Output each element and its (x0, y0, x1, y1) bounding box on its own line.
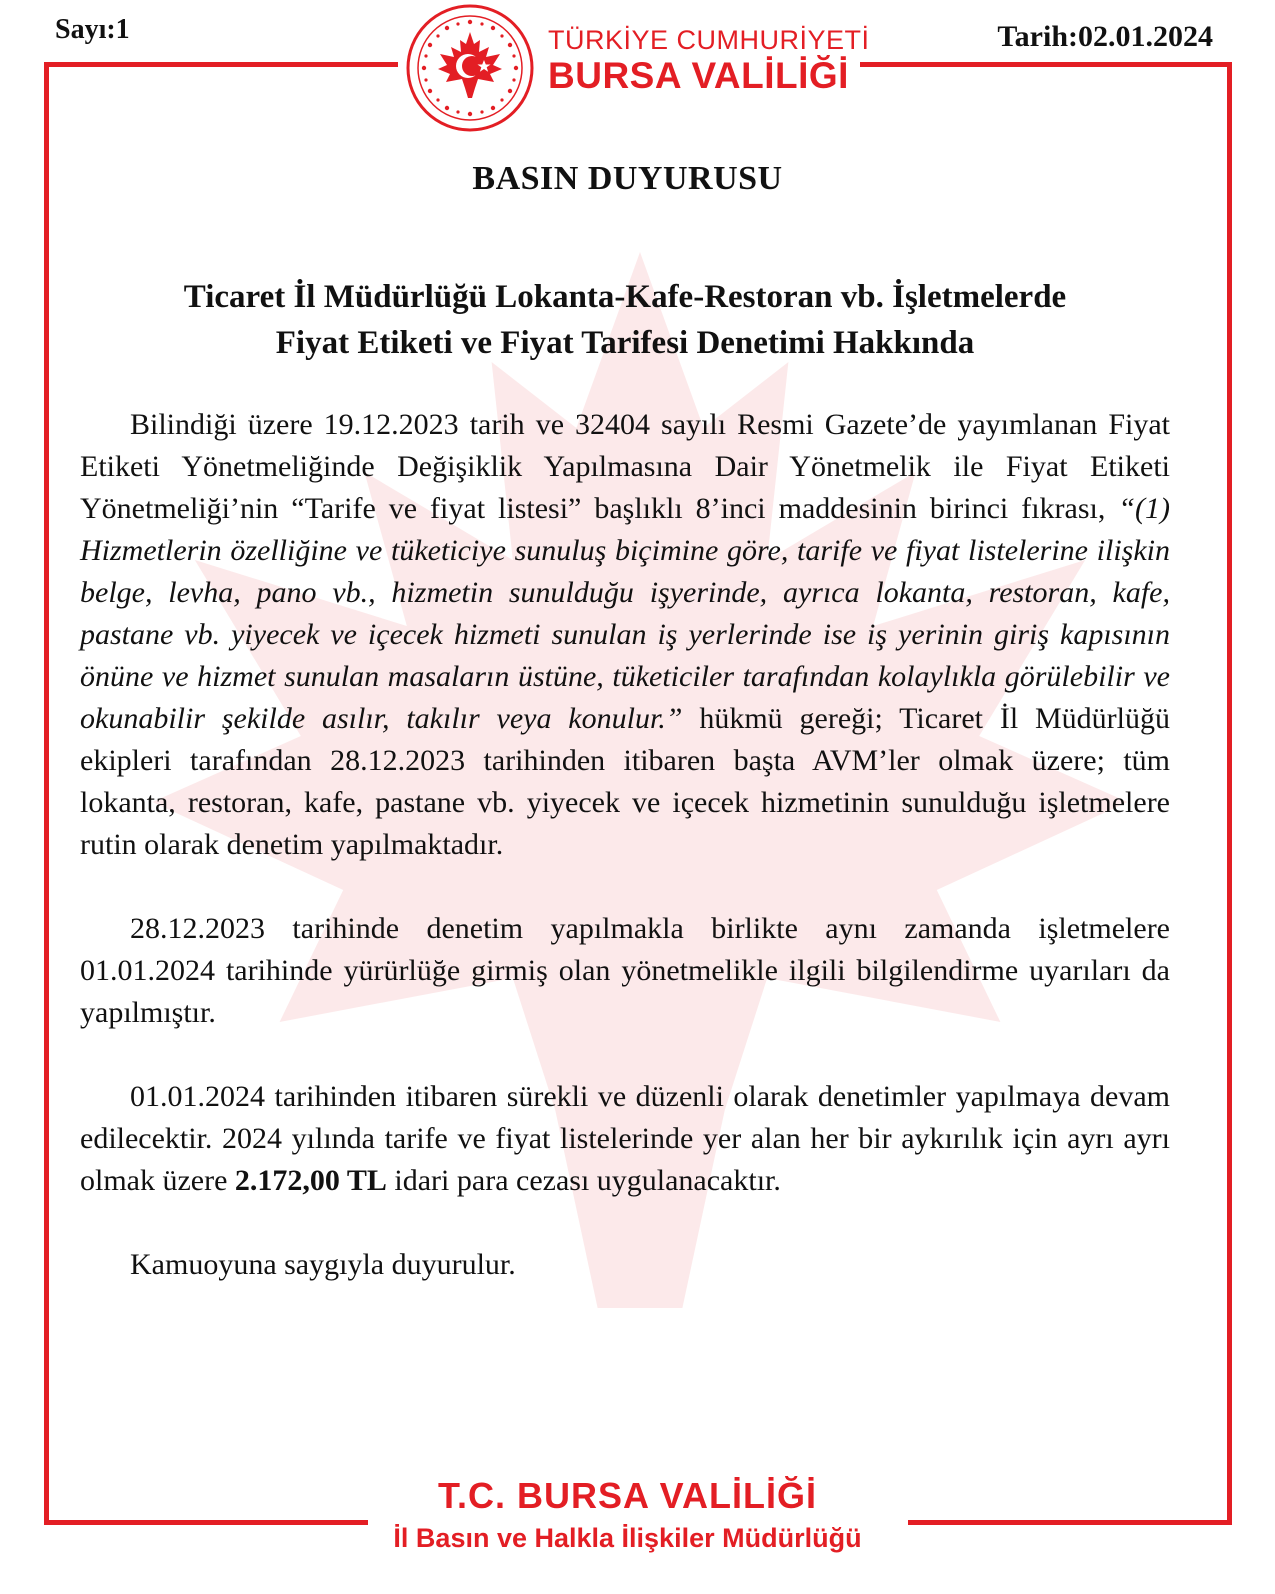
turkish-governorship-emblem-icon (404, 2, 536, 134)
paragraph-2: 28.12.2023 tarihinde denetim yapılmakla birlikte aynı zamanda işletmelere 01.01.2024 tarihinde yürürlüğe girmiş olan yönetmelikle ilgili bilgilendirme uyarıları da yapılmıştır. (80, 912, 1170, 1029)
subject-line-1: Ticaret İl Müdürlüğü Lokanta-Kafe-Restoran vb. İşletmelerde (183, 279, 1067, 315)
subject-line-2: Fiyat Etiketi ve Fiyat Tarifesi Denetimi Hakkında (275, 325, 975, 361)
footer-line-2: İl Basın ve Halkla İlişkiler Müdürlüğü (393, 1523, 862, 1553)
institution-line-1: TÜRKİYE CUMHURİYETİ (548, 25, 870, 55)
document-number: Sayı:1 (55, 14, 130, 45)
footer (0, 1474, 1255, 1556)
regulation-quote: “(1) Hizmetlerin özelliğine ve tüketiciye sunuluş biçimine göre, tarife ve fiyat listelerine ilişkin belge, levha, pano vb., hizmetin sunulduğu işyerinde, ayrıca lokanta, restoran, kafe, pastane vb. yiyecek ve içecek hizmeti sunulan iş yerlerinde ise iş yerinin giriş kapısının önüne ve hizmet sunulan masaların üstüne, tüketiciler tarafından kolaylıkla görülebilir ve okunabilir şekilde asılır, takılır veya konulur.” (80, 492, 1170, 735)
paragraph-3-before: 01.01.2024 tarihinden itibaren sürekli ve düzenli olarak denetimler yapılmaya devam edilecektir. 2024 yılında tarife ve fiyat listelerinde yer alan her bir aykırılık için ayrı ayrı olmak üzere (80, 1080, 1170, 1197)
closing-line: Kamuoyuna saygıyla duyurulur. (130, 1248, 516, 1281)
institution-name (548, 24, 870, 96)
institution-line-2: BURSA VALİLİĞİ (548, 55, 849, 96)
fine-amount: 2.172,00 TL (234, 1164, 387, 1197)
paragraph-3 (80, 1076, 1170, 1202)
paragraph-1-rest: hükmü gereği; Ticaret İl Müdürlüğü ekipleri tarafından 28.12.2023 tarihinden itibaren başta AVM’ler olmak üzere; tüm lokanta, restoran, kafe, pastane vb. yiyecek ve içecek hizmetinin sunulduğu işletmelere rutin olarak denetim yapılmaktadır. (80, 702, 1170, 861)
paragraph-3-after: idari para cezası uygulanacaktır. (386, 1164, 781, 1197)
paragraph-1 (80, 404, 1170, 866)
document-title: BASIN DUYURUSU (472, 160, 783, 197)
footer-line-1: T.C. BURSA VALİLİĞİ (438, 1475, 817, 1516)
paragraph-1-intro: Bilindiği üzere 19.12.2023 tarih ve 32404 sayılı Resmi Gazete’de yayımlanan Fiyat Etiketi Yönetmeliğinde Değişiklik Yapılmasına Dair Yönetmelik ile Fiyat Etiketi Yönetmeliği’nin “Tarife ve fiyat listesi” başlıklı 8’inci maddesinin birinci fıkrası, (80, 408, 1170, 525)
document-date: Tarih:02.01.2024 (997, 20, 1213, 53)
document-subject (80, 274, 1170, 366)
document-body (80, 404, 1170, 1286)
